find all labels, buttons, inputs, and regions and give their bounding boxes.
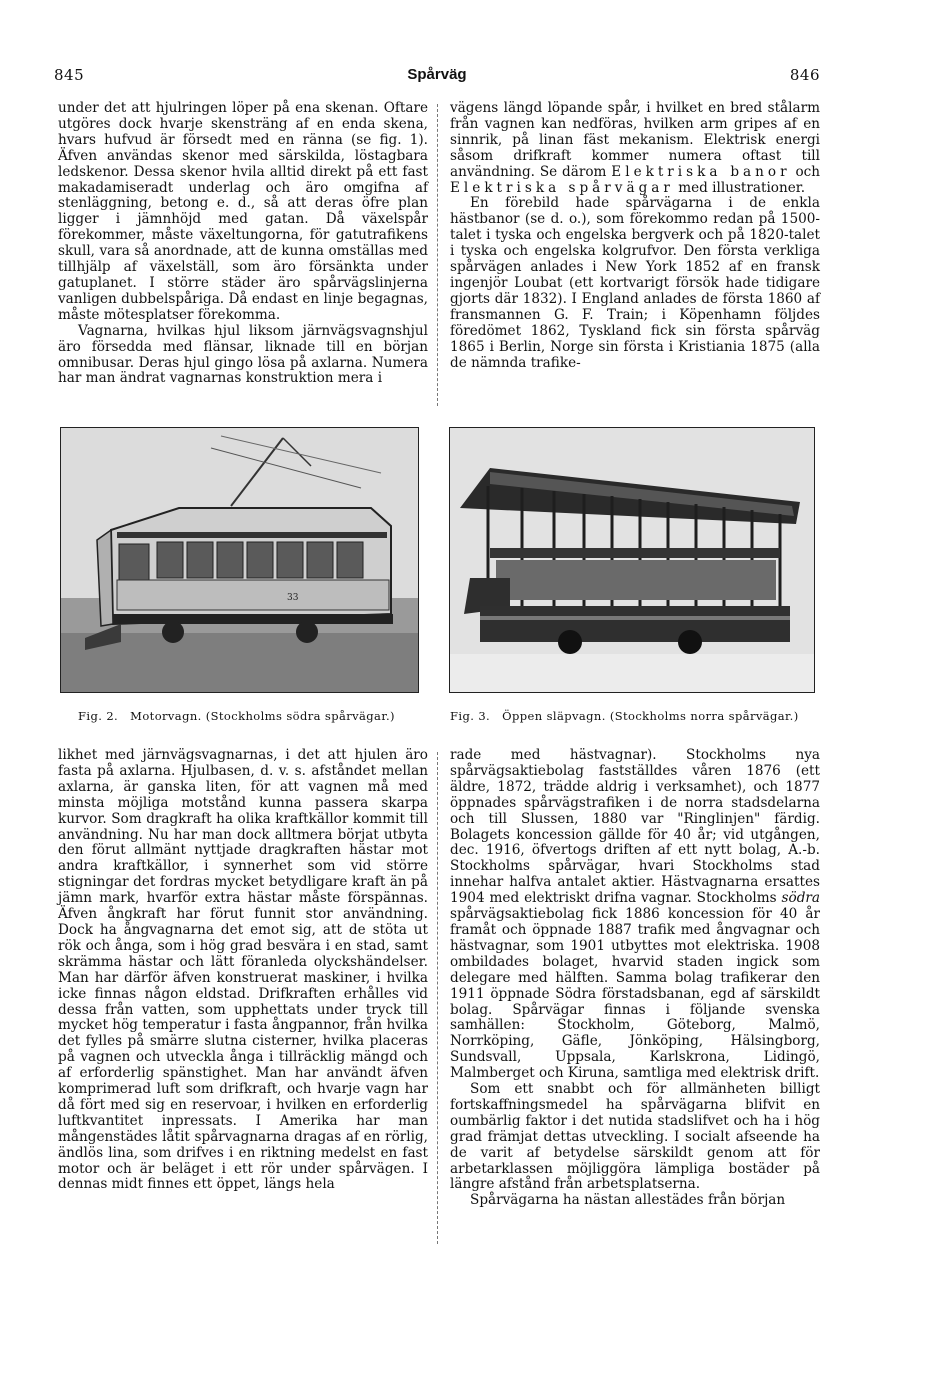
paragraph: Vagnarna, hvilkas hjul liksom järnvägsvagnshjul äro försedda med flänsar, liknade till en början omnibusar. Deras hjul gingo lösa på axlarna. Numera har man ändrat vagnarnas konstruktion mera i (58, 322, 428, 387)
page-number-left: 845 (54, 66, 85, 84)
tram-motor-car-illustration (61, 428, 418, 692)
paragraph: Spårvägarna ha nästan allestädes från början (470, 1192, 786, 1209)
figure-open-trailer-photo (449, 427, 815, 693)
paragraph (450, 101, 820, 196)
emphasis: södra (781, 890, 820, 907)
text-run: och (795, 163, 820, 180)
page-number-right: 846 (789, 66, 820, 84)
figure-motorvagn-photo (60, 427, 419, 693)
figure-caption-text: Motorvagn. (Stockholms södra spårvägar.) (130, 709, 395, 723)
text-run: med illustrationer. (678, 179, 806, 196)
text-run: vägens längd löpande spår, i hvilket en bred stålarm från vagnen kan nedföras, hvilken arm gripes af en sinnrik, på linan fäst mekanism. Elektrisk energi såsom drifkraft kommer numera oftast till användning. Se därom (450, 100, 820, 180)
figure-caption-text: Öppen släpvagn. (Stockholms norra spårvägar.) (502, 709, 799, 723)
paragraph: Som ett snabbt och för allmänheten billigt fortskaffningsmedel ha spårvägarna blifvit en oumbärlig faktor i det nutida stadslifvet och ha i hög grad främjat dettas utveckling. I socialt afseende ha de varit af betydelse särskildt genom att för arbetarklassen möjliggöra lämpliga bostäder på längre afstånd från arbetsplatserna. (450, 1081, 820, 1193)
column-bottom-left (58, 748, 428, 1193)
figure-number: Fig. 2. (78, 709, 119, 723)
column-top-right (450, 101, 820, 371)
cross-reference: Elektriska banor (611, 163, 791, 180)
car-number: 33 (287, 593, 299, 603)
paragraph: under det att hjulringen löper på ena skenan. Oftare utgöres dock hvarje skensträng af en enda skena, hvars hufvud är försedt med en ränna (se fig. 1). Äfven användas skenor med särskilda, löstagbara ledskenor. Dessa skenor hvila alltid direkt på ett fast makadamiseradt underlag och äro omgifna af stenläggning, betong e. d., så att deras öfre plan ligger i jämnhöjd med gatan. Då växelspår förekommer, måste växeltungorna, för gatutrafikens skull, vara så anordnade, att de kunna omställas med tillhjälp af växelställ, som äro försänkta under gatuplanet. I större städer äro spårvägslinjerna vanligen dubbelspåriga. Då endast en linje begagnas, måste mötesplatser förekomma. (58, 100, 428, 323)
paragraph: En förebild hade spårvägarna i de enkla hästbanor (se d. o.), som förekommo redan på 1500-talet i tyska och engelska bergverk och på 1820-talet i tyska och engelska kolgrufvor. Den första verkliga spårvägen anlades i New York 1852 af en fransk ingenjör Loubat (ett kortvarigt försök hade tidigare gjorts där 1832). I England anlades de första 1860 af fransmannen G. F. Train; i Köpenhamn följdes föredömet 1862, Tyskland fick sin första spårväg 1865 i Berlin, Norge sin första i Kristiania 1875 (alla de nämnda trafike- (450, 195, 820, 371)
running-title: Spårväg (407, 66, 467, 83)
paragraph (450, 748, 820, 1082)
figure-caption-3 (450, 709, 799, 723)
column-divider (437, 752, 438, 1244)
paragraph: likhet med järnvägsvagnarnas, i det att hjulen äro fasta på axlarna. Hjulbasen, d. v. s. afståndet mellan axlarna, är ganska liten, för att vagnen må med minsta möjliga motstånd kunna passera skarpa kurvor. Som dragkraft ha olika kraftkällor kommit till användning. Nu har man dock alltmera börjat utbyta den förut allmänt nyttjade dragkraften hästar mot andra kraftkällor, i synnerhet som vid större stigningar det fordras mycket betydligare kraft än på jämn mark, hvarför extra hästar måste förspännas. Äfven ångkraft har förut funnit stor användning. Dock ha ångvagnarna det emot sig, att de stöta ut rök och ånga, som i hög grad besvära i en stad, samt skrämma hästar och lätt föranleda olyckshändelser. Man har därför äfven konstruerat maskiner, i hvilka icke finnas någon eldstad. Drifkraften erhålles vid dessa från vatten, som upphettats under tryck till mycket hög temperatur i fasta ångpannor, från hvilka det fylles på smärre slutna cisterner, hvilka placeras på vagnen och utveckla ånga i tillräcklig mängd och af erforderlig spänstighet. Man har användt äfven komprimerad luft som drifkraft, och hvarje vagn har då fört med sig en reservoar, i hvilken en erforderlig luftkvantitet inpressats. I Amerika har man mångenstädes låtit spårvagnarna dragas af en rörlig, ändlös lina, som drifves i en riktning medelst en fast motor och är beläget i ett rör under spårvägen. I dennas midt finnes ett öppet, längs hela (58, 747, 428, 1193)
open-trailer-car-illustration (450, 428, 814, 692)
column-divider (437, 104, 438, 406)
column-top-left (58, 101, 428, 387)
column-bottom-right (450, 748, 820, 1209)
page-header (52, 66, 822, 90)
cross-reference: Elektriska spårvägar (450, 179, 674, 196)
text-run: spårvägsaktiebolag fick 1886 koncession för 40 år framåt och öppnade 1887 trafik med ångvagnar och hästvagnar, som 1901 utbyttes mot elektriska. 1908 ombildades bolaget, hvarvid staden ingick som delegare med hälften. Samma bolag trafikerar den 1911 öppnade Södra förstadsbanan, egd af särskildt bolag. Spårvägar finnas i följande svenska samhällen: Stockholm, Göteborg, Malmö, Norrköping, Gäfle, Jönköping, Hälsingborg, Sundsvall, Uppsala, Karlskrona, Lidingö, Malmberget och Kiruna, samtliga med elektrisk drift. (450, 906, 820, 1082)
text-run: rade med hästvagnar). Stockholms nya spårvägsaktiebolag fastställdes våren 1876 (ett äldre, 1872, trädde aldrig i verksamhet), och 1877 öppnades spårvägstrafiken i de norra stadsdelarna och till Slussen, 1880 var "Ringlinjen" färdig. Bolagets koncession gällde för 40 år; vid utgången, dec. 1916, öfvertogs driften af ett nytt bolag, A.-b. Stockholms spårvägar, hvari Stockholms stad innehar halfva antalet aktier. Hästvagnarna ersattes 1904 med elektriskt drifna vagnar. Stockholms (450, 747, 820, 907)
figure-number: Fig. 3. (450, 709, 491, 723)
figure-caption-2 (78, 709, 395, 723)
